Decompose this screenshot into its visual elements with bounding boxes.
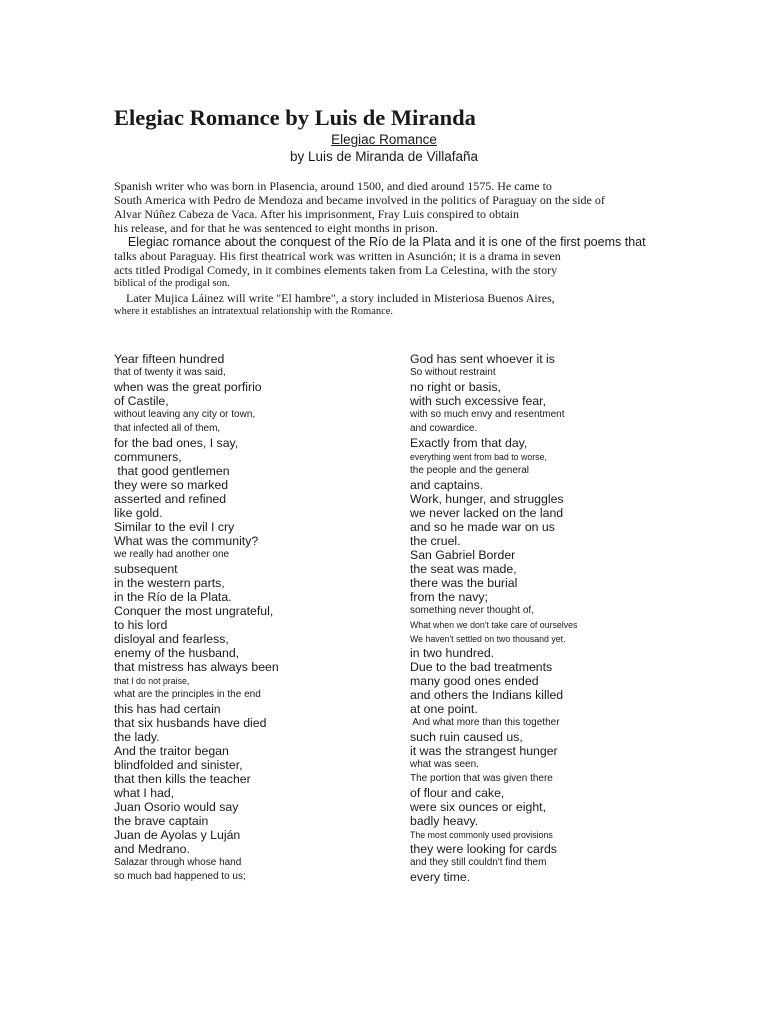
- poem-line: many good ones ended: [410, 674, 539, 688]
- poem-line: Due to the bad treatments: [410, 660, 553, 674]
- poem-line: that I do not praise,: [114, 676, 190, 686]
- poem-line: the cruel.: [410, 534, 461, 548]
- poem-line: what are the principles in the end: [114, 689, 261, 700]
- poem-line: in the Río de la Plata.: [114, 590, 232, 604]
- poem-line: without leaving any city or town,: [114, 409, 256, 420]
- intro-line: biblical of the prodigal son.: [114, 278, 230, 289]
- poem-line: blindfolded and sinister,: [114, 758, 243, 772]
- poem-line: to his lord: [114, 618, 168, 632]
- intro-line: where it establishes an intratextual relationship with the Romance.: [114, 306, 394, 317]
- poem-line: in two hundred.: [410, 646, 495, 660]
- intro-line: his release, and for that he was sentenced to eight months in prison.: [114, 221, 438, 235]
- byline: by Luis de Miranda de Villafaña: [289, 149, 479, 164]
- poem-line: that infected all of them,: [114, 423, 221, 434]
- page-title: Elegiac Romance by Luis de Miranda: [114, 105, 476, 130]
- poem-line: they were so marked: [114, 478, 229, 492]
- poem-line: Year fifteen hundred: [114, 352, 225, 366]
- poem-line: that six husbands have died: [114, 716, 267, 730]
- poem-line: enemy of the husband,: [114, 646, 240, 660]
- poem-line: there was the burial: [410, 576, 518, 590]
- poem-line: Work, hunger, and struggles: [410, 492, 564, 506]
- poem-line: at one point.: [410, 702, 478, 716]
- intro-line: Spanish writer who was born in Plasencia, around 1500, and died around 1575. He came to: [114, 179, 552, 193]
- intro-line: Elegiac romance about the conquest of the Río de la Plata and it is one of the first poems that: [114, 235, 646, 249]
- poem-line: badly heavy.: [410, 814, 479, 828]
- intro-line: Later Mujica Láinez will write "El hambre", a story included in Misteriosa Buenos Aires,: [114, 291, 555, 305]
- poem-line: it was the strangest hunger: [410, 744, 558, 758]
- poem-line: like gold.: [114, 506, 163, 520]
- poem-line: and captains.: [410, 478, 484, 492]
- poem-column-right: [410, 352, 577, 884]
- poem-line: we really had another one: [114, 549, 230, 560]
- poem-line: and cowardice.: [410, 423, 478, 434]
- poem-line: with such excessive fear,: [410, 394, 547, 408]
- poem-line: And the traitor began: [114, 744, 229, 758]
- poem-title-link[interactable]: Elegiac Romance: [331, 132, 437, 147]
- poem-line: something never thought of,: [410, 605, 534, 616]
- poem-line: and others the Indians killed: [410, 688, 564, 702]
- poem-line: Juan de Ayolas y Luján: [114, 828, 241, 842]
- poem-line: that mistress has always been: [114, 660, 279, 674]
- poem-line: Salazar through whose hand: [114, 857, 242, 868]
- poem-line: so much bad happened to us;: [114, 871, 246, 882]
- poem-line: that good gentlemen: [114, 464, 230, 478]
- poem-line: Conquer the most ungrateful,: [114, 604, 274, 618]
- poem-line: of flour and cake,: [410, 786, 505, 800]
- poem-line: God has sent whoever it is: [410, 352, 555, 366]
- intro-line: talks about Paraguay. His first theatrical work was written in Asunción; it is a drama in seven: [114, 249, 561, 263]
- poem-line: we never lacked on the land: [410, 506, 564, 520]
- poem-line: such ruin caused us,: [410, 730, 523, 744]
- poem-line: the seat was made,: [410, 562, 517, 576]
- poem-line: in the western parts,: [114, 576, 225, 590]
- poem-line: no right or basis,: [410, 380, 501, 394]
- poem-line: and so he made war on us: [410, 520, 555, 534]
- poem-line: what I had,: [114, 786, 175, 800]
- poem-line: The portion that was given there: [410, 773, 553, 784]
- poem-line: asserted and refined: [114, 492, 227, 506]
- poem-line: What when we don't take care of ourselves: [410, 620, 578, 630]
- poem-line: and Medrano.: [114, 842, 190, 856]
- poem-line: the lady.: [114, 730, 160, 744]
- poem-line: We haven't settled on two thousand yet.: [410, 634, 566, 644]
- poem-line: that of twenty it was said,: [114, 367, 226, 378]
- poem-line: San Gabriel Border: [410, 548, 516, 562]
- poem-line: Exactly from that day,: [410, 436, 528, 450]
- poem-line: disloyal and fearless,: [114, 632, 229, 646]
- poem-line: and they still couldn't find them: [410, 857, 547, 868]
- poem-line: with so much envy and resentment: [410, 409, 565, 420]
- poem-line: this has had certain: [114, 702, 221, 716]
- poem-line: for the bad ones, I say,: [114, 436, 239, 450]
- poem-line: the brave captain: [114, 814, 209, 828]
- poem-line: And what more than this together: [410, 717, 560, 728]
- poem-line: were six ounces or eight,: [410, 800, 547, 814]
- poem-line: they were looking for cards: [410, 842, 557, 856]
- poem-line: Juan Osorio would say: [114, 800, 239, 814]
- intro-line: South America with Pedro de Mendoza and became involved in the politics of Paraguay on the side of: [114, 193, 605, 207]
- poem-line: What was the community?: [114, 534, 259, 548]
- intro-line: Alvar Núñez Cabeza de Vaca. After his imprisonment, Fray Luis conspired to obtain: [114, 207, 520, 221]
- poem-line: communers,: [114, 450, 182, 464]
- poem-line: everything went from bad to worse,: [410, 452, 547, 462]
- intro-line: acts titled Prodigal Comedy, in it combines elements taken from La Celestina, with the story: [114, 263, 558, 277]
- poem-line: The most commonly used provisions: [410, 830, 553, 840]
- poem-line: what was seen.: [410, 759, 479, 770]
- poem-line: every time.: [410, 870, 471, 884]
- poem-line: from the navy;: [410, 590, 488, 604]
- poem-line: Similar to the evil I cry: [114, 520, 235, 534]
- poem-column-left: [114, 352, 279, 884]
- poem-line: the people and the general: [410, 465, 529, 476]
- poem-line: of Castile,: [114, 394, 169, 408]
- poem-line: when was the great porfirio: [114, 380, 262, 394]
- poem-line: subsequent: [114, 562, 178, 576]
- poem-line: that then kills the teacher: [114, 772, 251, 786]
- poem-line: So without restraint: [410, 367, 496, 378]
